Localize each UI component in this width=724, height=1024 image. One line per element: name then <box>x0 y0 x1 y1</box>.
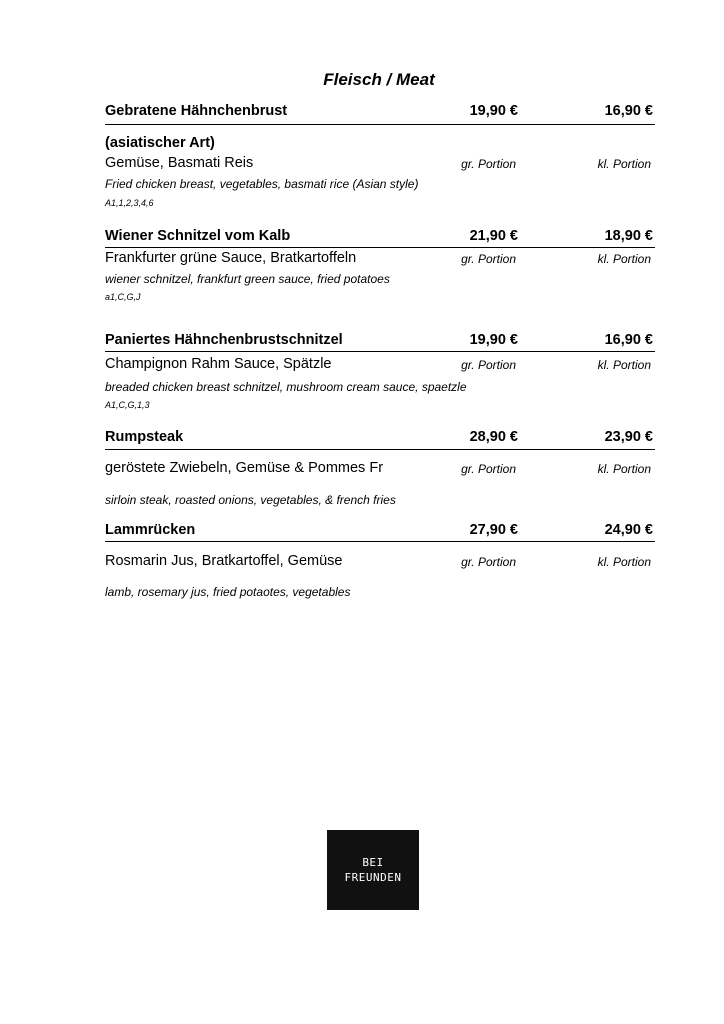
price-large-portion: 19,90 € <box>469 332 518 348</box>
dish-name: Gebratene Hähnchenbrust <box>105 103 288 119</box>
portion-small-label: kl. Portion <box>597 462 651 476</box>
dish-description-en: breaded chicken breast schnitzel, mushroom cream sauce, spaetzle <box>105 380 467 394</box>
price-large-portion: 19,90 € <box>469 103 518 119</box>
price-small-portion: 18,90 € <box>604 228 653 244</box>
portion-small-label: kl. Portion <box>597 555 651 569</box>
dish-description-de: Champignon Rahm Sauce, Spätzle <box>105 356 332 372</box>
portion-large-label: gr. Portion <box>461 555 516 569</box>
dish-name: Paniertes Hähnchenbrustschnitzel <box>105 332 343 348</box>
restaurant-logo <box>327 830 419 910</box>
dish-style-note: (asiatischer Art) <box>105 135 215 151</box>
portion-small-label: kl. Portion <box>597 252 651 266</box>
allergen-codes: A1,1,2,3,4,6 <box>105 198 154 208</box>
portion-small-label: kl. Portion <box>597 157 651 171</box>
price-small-portion: 24,90 € <box>604 522 653 538</box>
dish-description-en: lamb, rosemary jus, fried potaotes, vegetables <box>105 585 351 599</box>
dish-description-de: Rosmarin Jus, Bratkartoffel, Gemüse <box>105 553 343 569</box>
portion-large-label: gr. Portion <box>461 252 516 266</box>
divider-line <box>105 541 655 542</box>
dish-description-de: Frankfurter grüne Sauce, Bratkartoffeln <box>105 250 357 266</box>
logo-line-1: BEI <box>362 856 384 869</box>
menu-section-title: Fleisch / Meat <box>323 70 435 89</box>
dish-description-en: Fried chicken breast, vegetables, basmati rice (Asian style) <box>105 177 419 191</box>
dish-description-de: geröstete Zwiebeln, Gemüse & Pommes Fr <box>105 460 384 476</box>
price-small-portion: 16,90 € <box>604 332 653 348</box>
divider-line <box>105 124 655 125</box>
dish-description-en: wiener schnitzel, frankfurt green sauce, fried potatoes <box>105 272 390 286</box>
portion-large-label: gr. Portion <box>461 358 516 372</box>
allergen-codes: A1,C,G,1,3 <box>105 400 150 410</box>
price-large-portion: 27,90 € <box>469 522 518 538</box>
price-large-portion: 21,90 € <box>469 228 518 244</box>
price-large-portion: 28,90 € <box>469 429 518 445</box>
dish-name: Rumpsteak <box>105 429 184 445</box>
dish-description-en: sirloin steak, roasted onions, vegetables, & french fries <box>105 493 396 507</box>
portion-large-label: gr. Portion <box>461 462 516 476</box>
price-small-portion: 16,90 € <box>604 103 653 119</box>
divider-line <box>105 351 655 352</box>
portion-small-label: kl. Portion <box>597 358 651 372</box>
allergen-codes: a1,C,G,J <box>105 292 141 302</box>
dish-name: Lammrücken <box>105 522 196 538</box>
divider-line <box>105 449 655 450</box>
divider-line <box>105 247 655 248</box>
price-small-portion: 23,90 € <box>604 429 653 445</box>
logo-line-2: FREUNDEN <box>344 871 402 884</box>
dish-description-de: Gemüse, Basmati Reis <box>105 155 254 171</box>
dish-name: Wiener Schnitzel vom Kalb <box>105 228 291 244</box>
portion-large-label: gr. Portion <box>461 157 516 171</box>
